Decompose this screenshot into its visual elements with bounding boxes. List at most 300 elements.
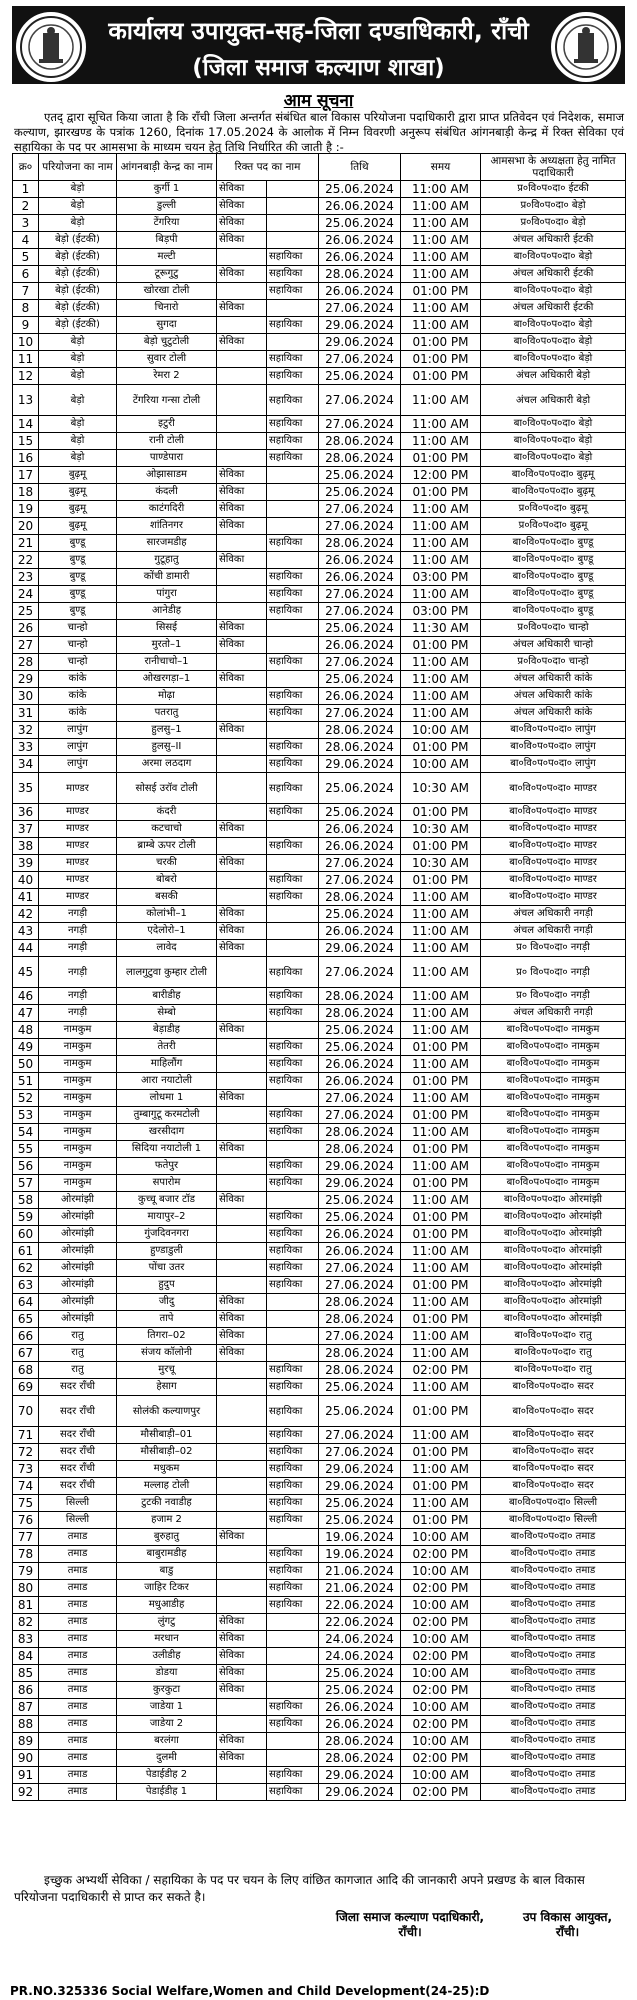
table-row [13, 484, 626, 501]
cell-date: 25.06.2024 [319, 804, 401, 821]
cell-post-sahayika: सहायिका [267, 351, 319, 368]
cell-project: चान्हो [39, 637, 117, 654]
cell-centre: गुटूहातु [117, 552, 217, 569]
table-row [13, 586, 626, 603]
cell-project: सदर राँची [39, 1478, 117, 1495]
table-row [13, 181, 626, 198]
cell-time: 11:00 AM [401, 1379, 481, 1396]
cell-project: बेड़ो (ईटकी) [39, 283, 117, 300]
cell-centre: रानीचाचो–1 [117, 654, 217, 671]
cell-centre: सपारोम [117, 1175, 217, 1192]
cell-post-sahayika [267, 552, 319, 569]
cell-serial: 15 [13, 433, 39, 450]
cell-serial: 47 [13, 1005, 39, 1022]
emblem-left-icon [16, 12, 86, 82]
table-row [13, 283, 626, 300]
cell-project: तमाड [39, 1631, 117, 1648]
cell-date: 29.06.2024 [319, 1158, 401, 1175]
cell-date: 26.06.2024 [319, 637, 401, 654]
table-row [13, 906, 626, 923]
cell-project: नगड़ी [39, 940, 117, 957]
cell-officer: अंचल अधिकारी नगड़ी [481, 1005, 626, 1022]
cell-post-sevika: सेविका [217, 722, 267, 739]
cell-date: 25.06.2024 [319, 620, 401, 637]
table-row [13, 1529, 626, 1546]
cell-project: बेड़ो [39, 385, 117, 416]
cell-post-sahayika [267, 722, 319, 739]
cell-date: 21.06.2024 [319, 1563, 401, 1580]
cell-post-sahayika [267, 923, 319, 940]
table-row [13, 821, 626, 838]
cell-post-sevika: सेविका [217, 467, 267, 484]
cell-post-sahayika: सहायिका [267, 586, 319, 603]
cell-project: बेड़ो [39, 450, 117, 467]
table-row [13, 872, 626, 889]
cell-project: चान्हो [39, 654, 117, 671]
cell-centre: बाबुरामडीह [117, 1546, 217, 1563]
cell-centre: हेसाग [117, 1379, 217, 1396]
cell-post-sahayika: सहायिका [267, 1580, 319, 1597]
table-row [13, 705, 626, 722]
cell-serial: 30 [13, 688, 39, 705]
cell-officer: बा०वि०प०प०दा० ओरमांझी [481, 1277, 626, 1294]
cell-date: 25.06.2024 [319, 1379, 401, 1396]
cell-officer: बा०वि०प०प०दा० लापुंग [481, 756, 626, 773]
cell-post-sahayika: सहायिका [267, 1427, 319, 1444]
cell-centre: डुल्ली [117, 198, 217, 215]
table-row [13, 249, 626, 266]
cell-project: माण्डर [39, 821, 117, 838]
cell-centre: आरा नयाटोली [117, 1073, 217, 1090]
cell-post-sahayika: सहायिका [267, 283, 319, 300]
cell-date: 27.06.2024 [319, 416, 401, 433]
cell-post-sahayika: सहायिका [267, 739, 319, 756]
cell-serial: 90 [13, 1750, 39, 1767]
cell-officer: बा०वि०प०प०दा० तमाड [481, 1750, 626, 1767]
cell-date: 28.06.2024 [319, 1345, 401, 1362]
table-row [13, 1277, 626, 1294]
cell-post-sevika [217, 586, 267, 603]
cell-post-sevika: सेविका [217, 1682, 267, 1699]
cell-officer: प्र०वि०प०दा० बेड़ो [481, 198, 626, 215]
cell-officer: बा०वि०प०प०दा० बुण्डू [481, 552, 626, 569]
cell-post-sahayika: सहायिका [267, 249, 319, 266]
table-row [13, 889, 626, 906]
cell-post-sahayika: सहायिका [267, 1209, 319, 1226]
cell-post-sahayika: सहायिका [267, 1056, 319, 1073]
table-row [13, 1716, 626, 1733]
table-row [13, 232, 626, 249]
notice-header [12, 6, 625, 84]
table-row [13, 940, 626, 957]
cell-time: 10:00 AM [401, 1699, 481, 1716]
cell-serial: 12 [13, 368, 39, 385]
cell-post-sevika: सेविका [217, 1665, 267, 1682]
cell-time: 10:00 AM [401, 1767, 481, 1784]
cell-time: 10:00 AM [401, 1631, 481, 1648]
cell-project: तमाड [39, 1546, 117, 1563]
cell-serial: 32 [13, 722, 39, 739]
cell-officer: बा०वि०प०प०दा० तमाड [481, 1597, 626, 1614]
cell-serial: 4 [13, 232, 39, 249]
cell-centre: कंदरी [117, 804, 217, 821]
cell-serial: 2 [13, 198, 39, 215]
cell-officer: बा०वि०प०प०दा० तमाड [481, 1648, 626, 1665]
cell-centre: रेमरा 2 [117, 368, 217, 385]
cell-project: बेड़ो [39, 351, 117, 368]
cell-officer: बा०वि०प०प०दा० बेड़ो [481, 450, 626, 467]
cell-serial: 29 [13, 671, 39, 688]
cell-project: ओरमांझी [39, 1243, 117, 1260]
cell-post-sevika [217, 957, 267, 988]
cell-project: नामकुम [39, 1141, 117, 1158]
cell-project: बुण्डू [39, 569, 117, 586]
cell-time: 11:00 AM [401, 988, 481, 1005]
cell-centre: मल्टी [117, 249, 217, 266]
cell-officer: बा०वि०प०प०दा० रातु [481, 1328, 626, 1345]
cell-serial: 91 [13, 1767, 39, 1784]
cell-post-sahayika [267, 1345, 319, 1362]
cell-post-sevika [217, 1107, 267, 1124]
office-title: कार्यालय उपायुक्त-सह-जिला दण्डाधिकारी, राँची [108, 17, 529, 45]
cell-serial: 13 [13, 385, 39, 416]
cell-centre: तुम्बागुटू करमटोली [117, 1107, 217, 1124]
cell-centre: सुवार टोली [117, 351, 217, 368]
table-row [13, 1379, 626, 1396]
cell-post-sevika [217, 756, 267, 773]
table-row [13, 501, 626, 518]
cell-post-sevika [217, 1396, 267, 1427]
cell-serial: 6 [13, 266, 39, 283]
cell-project: माण्डर [39, 804, 117, 821]
cell-post-sevika: सेविका [217, 1529, 267, 1546]
cell-project: नामकुम [39, 1107, 117, 1124]
cell-date: 25.06.2024 [319, 1665, 401, 1682]
cell-post-sevika [217, 1784, 267, 1801]
cell-post-sahayika [267, 467, 319, 484]
cell-date: 25.06.2024 [319, 671, 401, 688]
cell-date: 25.06.2024 [319, 215, 401, 232]
cell-centre: बुरुहातु [117, 1529, 217, 1546]
cell-serial: 9 [13, 317, 39, 334]
cell-time: 10:00 AM [401, 722, 481, 739]
cell-serial: 39 [13, 855, 39, 872]
cell-time: 01:00 PM [401, 637, 481, 654]
cell-centre: तेतरी [117, 1039, 217, 1056]
cell-officer: बा०वि०प०प०दा० बेड़ो [481, 317, 626, 334]
table-row [13, 620, 626, 637]
cell-time: 11:00 AM [401, 1294, 481, 1311]
cell-project: नामकुम [39, 1022, 117, 1039]
cell-date: 28.06.2024 [319, 1294, 401, 1311]
cell-officer: बा०वि०प०प०दा० ओरमांझी [481, 1311, 626, 1328]
cell-date: 27.06.2024 [319, 603, 401, 620]
cell-project: बुण्डू [39, 586, 117, 603]
cell-serial: 58 [13, 1192, 39, 1209]
cell-time: 11:00 AM [401, 1022, 481, 1039]
cell-post-sahayika [267, 1631, 319, 1648]
cell-serial: 64 [13, 1294, 39, 1311]
cell-time: 02:00 PM [401, 1648, 481, 1665]
cell-post-sevika [217, 705, 267, 722]
cell-officer: बा०वि०प०प०दा० लापुंग [481, 722, 626, 739]
cell-serial: 36 [13, 804, 39, 821]
cell-serial: 80 [13, 1580, 39, 1597]
cell-officer: बा०वि०प०प०दा० नामकुम [481, 1107, 626, 1124]
cell-centre: ब्राम्बे ऊपर टोली [117, 838, 217, 855]
cell-time: 02:00 PM [401, 1362, 481, 1379]
table-row [13, 804, 626, 821]
cell-date: 25.06.2024 [319, 1192, 401, 1209]
cell-centre: टुटकी नवाडीह [117, 1495, 217, 1512]
cell-post-sahayika [267, 821, 319, 838]
cell-post-sevika: सेविका [217, 181, 267, 198]
cell-post-sahayika: सहायिका [267, 1716, 319, 1733]
cell-serial: 21 [13, 535, 39, 552]
cell-date: 28.06.2024 [319, 433, 401, 450]
table-row [13, 1767, 626, 1784]
cell-date: 26.06.2024 [319, 569, 401, 586]
cell-serial: 35 [13, 773, 39, 804]
cell-time: 01:00 PM [401, 739, 481, 756]
cell-date: 26.06.2024 [319, 1226, 401, 1243]
cell-project: बेड़ो [39, 368, 117, 385]
cell-date: 28.06.2024 [319, 739, 401, 756]
table-row [13, 671, 626, 688]
cell-officer: बा०वि०प०प०दा० नामकुम [481, 1090, 626, 1107]
cell-officer: बा०वि०प०प०दा० बेड़ो [481, 351, 626, 368]
cell-post-sahayika: सहायिका [267, 1699, 319, 1716]
cell-date: 26.06.2024 [319, 198, 401, 215]
cell-officer: प्र०वि०प०दा० बुढ़मू [481, 518, 626, 535]
cell-post-sahayika: सहायिका [267, 1226, 319, 1243]
table-row [13, 1107, 626, 1124]
cell-post-sahayika [267, 300, 319, 317]
cell-centre: बारीडीह [117, 988, 217, 1005]
table-row [13, 1546, 626, 1563]
cell-centre: खोरखा टोली [117, 283, 217, 300]
table-row [13, 1580, 626, 1597]
cell-date: 26.06.2024 [319, 821, 401, 838]
cell-post-sahayika [267, 198, 319, 215]
table-row [13, 1124, 626, 1141]
cell-officer: बा०वि०प०प०दा० ओरमांझी [481, 1243, 626, 1260]
col-header-centre: आंगनबाड़ी केन्द्र का नाम [117, 154, 217, 181]
cell-centre: डोडया [117, 1665, 217, 1682]
table-row [13, 756, 626, 773]
cell-time: 01:00 PM [401, 1396, 481, 1427]
table-row [13, 1733, 626, 1750]
cell-officer: प्र० वि०प०दा० नगड़ी [481, 988, 626, 1005]
cell-post-sevika: सेविका [217, 1311, 267, 1328]
cell-date: 27.06.2024 [319, 1107, 401, 1124]
cell-time: 11:00 AM [401, 1158, 481, 1175]
cell-serial: 61 [13, 1243, 39, 1260]
cell-centre: सेम्बो [117, 1005, 217, 1022]
cell-time: 11:00 AM [401, 1427, 481, 1444]
cell-officer: बा०वि०प०प०दा० माण्डर [481, 804, 626, 821]
cell-date: 27.06.2024 [319, 351, 401, 368]
cell-date: 25.06.2024 [319, 1495, 401, 1512]
cell-date: 25.06.2024 [319, 1039, 401, 1056]
table-row [13, 1648, 626, 1665]
cell-post-sevika [217, 1209, 267, 1226]
cell-time: 11:00 AM [401, 317, 481, 334]
cell-post-sahayika: सहायिका [267, 317, 319, 334]
cell-officer: बा०वि०प०प०दा० सिल्ली [481, 1495, 626, 1512]
cell-date: 24.06.2024 [319, 1648, 401, 1665]
cell-officer: बा०वि०प०प०दा० बुण्डू [481, 535, 626, 552]
cell-project: बुढ़मू [39, 484, 117, 501]
cell-project: नगड़ी [39, 923, 117, 940]
cell-time: 01:00 PM [401, 484, 481, 501]
cell-time: 10:30 AM [401, 773, 481, 804]
signature-left-line1: जिला समाज कल्याण पदाधिकारी, [335, 1910, 485, 1924]
cell-date: 27.06.2024 [319, 1277, 401, 1294]
office-subtitle: (जिला समाज कल्याण शाखा) [192, 55, 445, 81]
cell-date: 29.06.2024 [319, 1478, 401, 1495]
cell-post-sevika [217, 872, 267, 889]
cell-time: 02:00 PM [401, 1784, 481, 1801]
cell-time: 10:00 AM [401, 756, 481, 773]
table-row [13, 1209, 626, 1226]
cell-centre: सोसई उरॉव टोली [117, 773, 217, 804]
cell-serial: 48 [13, 1022, 39, 1039]
cell-date: 29.06.2024 [319, 334, 401, 351]
signature-right-line2: राँची। [555, 1925, 580, 1939]
cell-date: 26.06.2024 [319, 1243, 401, 1260]
cell-serial: 60 [13, 1226, 39, 1243]
cell-centre: बेड़ो चुटुटोली [117, 334, 217, 351]
signature-left-line2: राँची। [398, 1925, 422, 1939]
cell-date: 29.06.2024 [319, 1461, 401, 1478]
cell-project: बुढ़मू [39, 518, 117, 535]
cell-post-sahayika [267, 1311, 319, 1328]
cell-project: तमाड [39, 1699, 117, 1716]
cell-post-sahayika: सहायिका [267, 705, 319, 722]
cell-post-sevika: सेविका [217, 637, 267, 654]
table-row [13, 1750, 626, 1767]
cell-officer: प्र०वि०प०दा० बेड़ो [481, 215, 626, 232]
cell-project: ओरमांझी [39, 1226, 117, 1243]
table-row [13, 855, 626, 872]
cell-centre: चिनारो [117, 300, 217, 317]
cell-project: नामकुम [39, 1175, 117, 1192]
cell-centre: लालगुटुवा कुम्हार टोली [117, 957, 217, 988]
cell-post-sahayika: सहायिका [267, 1362, 319, 1379]
cell-date: 27.06.2024 [319, 1328, 401, 1345]
cell-post-sahayika: सहायिका [267, 1461, 319, 1478]
cell-post-sahayika: सहायिका [267, 266, 319, 283]
cell-centre: सिदिया नयाटोली 1 [117, 1141, 217, 1158]
cell-date: 27.06.2024 [319, 1427, 401, 1444]
cell-serial: 89 [13, 1733, 39, 1750]
cell-serial: 71 [13, 1427, 39, 1444]
cell-time: 11:00 AM [401, 1005, 481, 1022]
cell-post-sevika [217, 368, 267, 385]
cell-post-sevika [217, 1277, 267, 1294]
cell-post-sevika [217, 1005, 267, 1022]
cell-project: बेड़ो [39, 215, 117, 232]
cell-date: 26.06.2024 [319, 1056, 401, 1073]
col-header-time: समय [401, 154, 481, 181]
cell-centre: बेड़ाडीह [117, 1022, 217, 1039]
cell-serial: 10 [13, 334, 39, 351]
cell-date: 25.06.2024 [319, 1209, 401, 1226]
cell-post-sevika [217, 1699, 267, 1716]
cell-post-sahayika: सहायिका [267, 1784, 319, 1801]
cell-time: 11:00 AM [401, 501, 481, 518]
cell-serial: 69 [13, 1379, 39, 1396]
cell-officer: बा०वि०प०प०दा० तमाड [481, 1767, 626, 1784]
cell-serial: 82 [13, 1614, 39, 1631]
cell-date: 27.06.2024 [319, 654, 401, 671]
table-row [13, 1022, 626, 1039]
cell-date: 29.06.2024 [319, 317, 401, 334]
table-row [13, 317, 626, 334]
cell-time: 11:00 AM [401, 671, 481, 688]
cell-time: 01:00 PM [401, 1226, 481, 1243]
cell-post-sevika [217, 433, 267, 450]
cell-serial: 45 [13, 957, 39, 988]
cell-post-sevika [217, 1716, 267, 1733]
cell-project: रातु [39, 1362, 117, 1379]
cell-officer: अंचल अधिकारी बेड़ो [481, 368, 626, 385]
table-row [13, 1226, 626, 1243]
table-row [13, 1090, 626, 1107]
cell-post-sevika [217, 1546, 267, 1563]
table-row [13, 1784, 626, 1801]
signature-social-welfare-officer [320, 1910, 500, 1940]
cell-post-sahayika [267, 518, 319, 535]
table-row [13, 433, 626, 450]
cell-officer: बा०वि०प०प०दा० तमाड [481, 1716, 626, 1733]
cell-time: 11:00 AM [401, 923, 481, 940]
cell-date: 25.06.2024 [319, 906, 401, 923]
cell-date: 26.06.2024 [319, 688, 401, 705]
cell-post-sahayika: सहायिका [267, 1039, 319, 1056]
cell-serial: 78 [13, 1546, 39, 1563]
cell-time: 11:30 AM [401, 620, 481, 637]
cell-project: माण्डर [39, 855, 117, 872]
cell-project: बुण्डू [39, 552, 117, 569]
cell-serial: 1 [13, 181, 39, 198]
cell-centre: जाडेया 2 [117, 1716, 217, 1733]
cell-time: 01:00 PM [401, 1512, 481, 1529]
cell-post-sevika [217, 1056, 267, 1073]
cell-officer: बा०वि०प०प०दा० ओरमांझी [481, 1209, 626, 1226]
cell-post-sahayika: सहायिका [267, 1546, 319, 1563]
cell-centre: मोढ़ा [117, 688, 217, 705]
table-row [13, 368, 626, 385]
cell-post-sahayika [267, 1665, 319, 1682]
cell-centre: जाडेया 1 [117, 1699, 217, 1716]
cell-officer: बा०वि०प०प०दा० नामकुम [481, 1141, 626, 1158]
cell-serial: 44 [13, 940, 39, 957]
cell-post-sevika [217, 1495, 267, 1512]
cell-post-sahayika: सहायिका [267, 1277, 319, 1294]
table-row [13, 838, 626, 855]
cell-serial: 41 [13, 889, 39, 906]
cell-centre: टेंगरिया [117, 215, 217, 232]
cell-centre: इटुरी [117, 416, 217, 433]
cell-centre: हुदुप [117, 1277, 217, 1294]
cell-time: 01:00 PM [401, 334, 481, 351]
cell-centre: मौसीबाड़ी–01 [117, 1427, 217, 1444]
cell-centre: हुलसु–1 [117, 722, 217, 739]
cell-serial: 31 [13, 705, 39, 722]
cell-post-sevika: सेविका [217, 1345, 267, 1362]
